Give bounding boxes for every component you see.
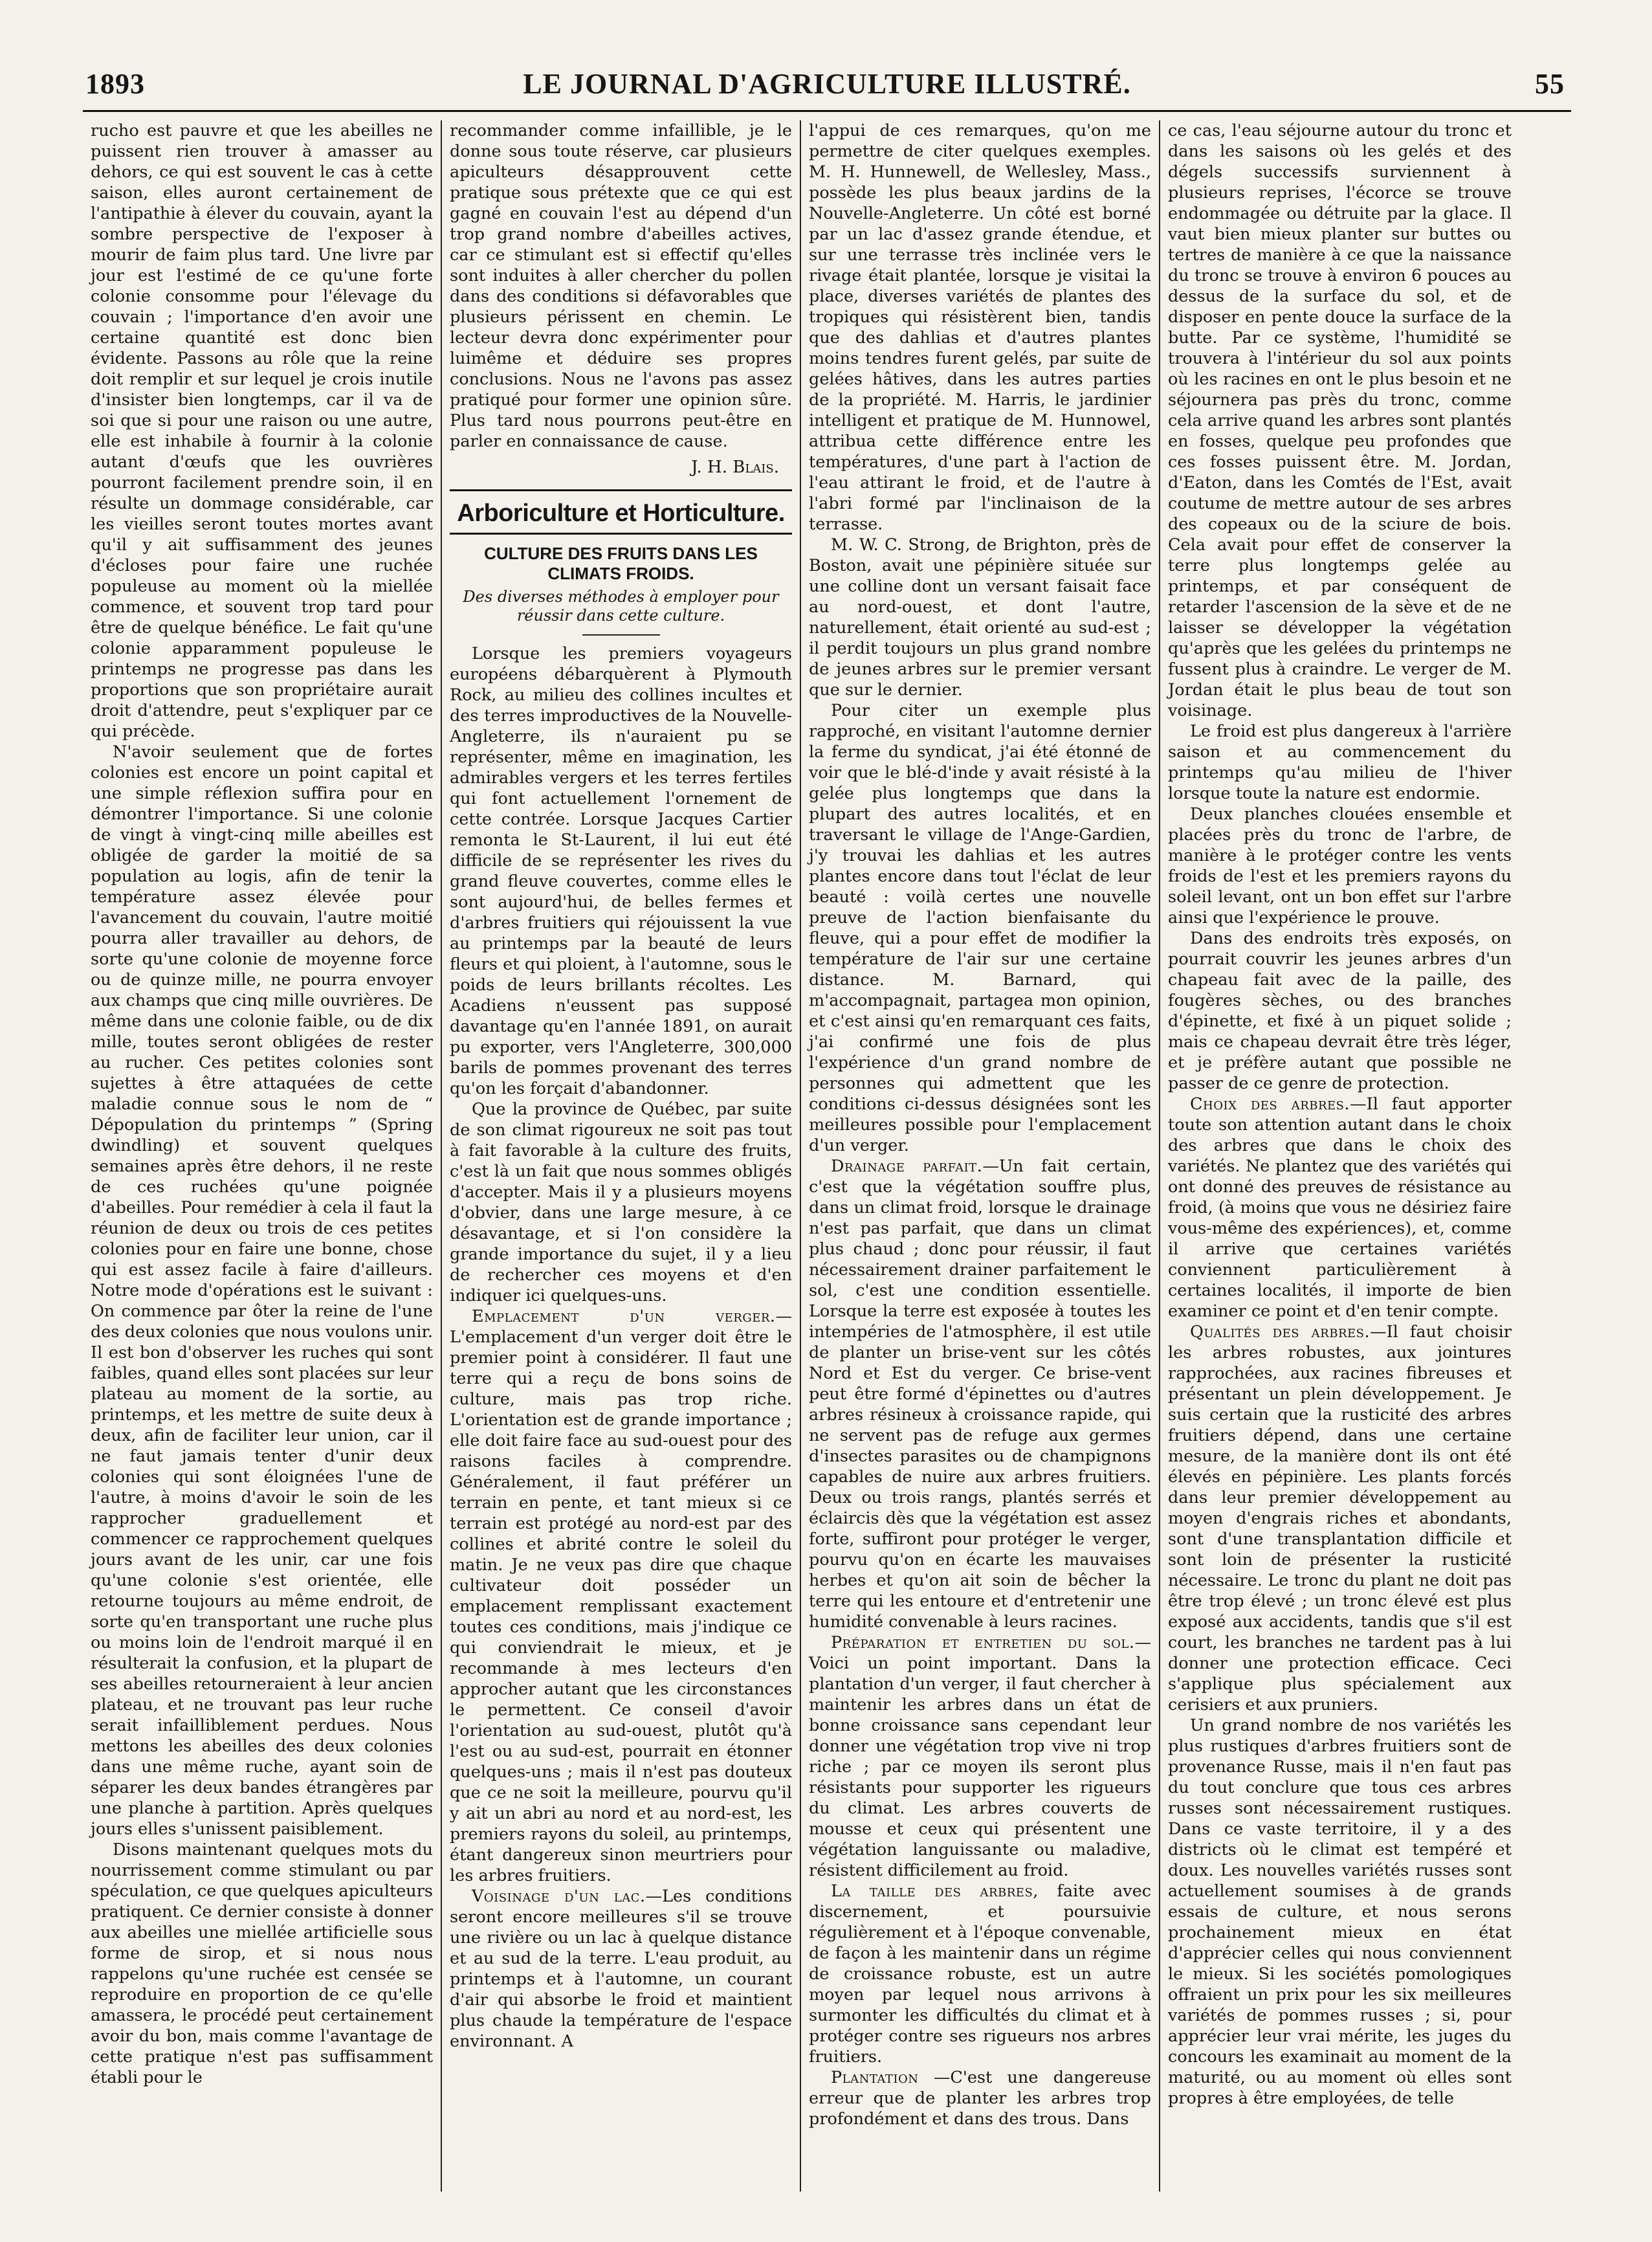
paragraph: Dans des endroits très exposés, on pourrait couvrir les jeunes arbres d'un chapeau fait avec de la paille, des fougères sèches, ou des branches d'épinette, et fixé à un piquet solide ; mais ce chapeau devrait être très léger, et je préfère autant que possible ne passer de ce genre de protection. xyxy=(1168,929,1512,1093)
run-in-heading: Plantation xyxy=(831,2068,919,2087)
run-in-heading: Préparation et entretien du sol. xyxy=(831,1633,1135,1652)
paragraph: l'appui de ces remarques, qu'on me permettre de citer quelques exemples. M. H. Hunnewell, de Wellesley, Mass., possède les plus beaux jardins de la Nouvelle-Angleterre. Un côté est borné par un lac d'assez grande étendue, et sur une terrasse très inclinée vers le rivage était plantée, lorsque je visitai la place, diverses variétés de plantes des tropiques qui résistèrent bien, tandis que des dahlias et d'autres plantes moins tendres furent gelés, par suite de gelées hâtives, dans les autres parties de la propriété. M. Harris, le jardinier intelligent et pratique de M. Hunnowel, attribua cette différence entre les températures, d'une part à l'action de l'eau attirant le froid, et de l'autre à l'abri formé par l'inclinaison de la terrasse. xyxy=(809,121,1151,534)
column-2 xyxy=(442,120,801,2192)
paragraph-body: —Il faut apporter toute son attention autant dans le choix des arbres que dans le choix des variétés. Ne plantez que des variétés qui ont donné des preuves de résistance au froid, (à moins que vous ne désiriez faire vous-même des expériences), et, comme il arrive que certaines variétés conviennent particulièrement à certaines localités, il importe de bien examiner ce point et d'en tenir compte. xyxy=(1168,1094,1512,1321)
paragraph xyxy=(1168,1094,1512,1322)
paragraph-body: —L'emplacement d'un verger doit être le premier point à considérer. Il faut une terre qui a reçu de bons soins de culture, mais pas trop riche. L'orientation est de grande importance ; elle doit faire face au sud-ouest pour des raisons faciles à comprendre. Généralement, il faut préférer un terrain en pente, et tant mieux si ce terrain est protégé au nord-est par des collines et abrité contre le soleil du matin. Je ne veux pas dire que chaque cultivateur doit posséder un emplacement remplissant exactement toutes ces conditions, mais j'indique ce qui conviendrait le mieux, et je recommande à mes lecteurs d'en approcher autant que les circonstances le permettent. Ce conseil d'avoir l'orientation au sud-ouest, plutôt qu'à l'est ou au sud-est, pourrait en étonner quelques-uns ; mais il n'est pas douteux que ce ne soit la meilleure, pourvu qu'il y ait un abri au nord et au nord-est, les premiers rayons du soleil, au printemps, étant dangereux sinon meurtriers pour les arbres fruitiers. xyxy=(450,1307,792,1885)
article-title: CULTURE DES FRUITS DANS LES CLIMATS FROIDS. xyxy=(484,544,758,583)
article-subtitle: Des diverses méthodes à employer pour réussir dans cette culture. xyxy=(463,588,779,625)
paragraph xyxy=(450,1886,792,2052)
paragraph xyxy=(809,2067,1151,2129)
paragraph xyxy=(1168,1322,1512,1715)
run-in-heading: La taille des arbres, xyxy=(831,1881,1039,1901)
paragraph-body: —Voici un point important. Dans la plantation d'un verger, il faut chercher à maintenir les arbres dans un état de bonne croissance sans cependant leur donner une végétation trop vive ni trop riche ; par ce moyen ils seront plus résistants pour supporter les rigueurs du climat. Les arbres couverts de mousse et ceux qui présentent une végétation languissante ou maladive, résistent difficilement au froid. xyxy=(809,1633,1151,1880)
paragraph: recommander comme infaillible, je le donne sous toute réserve, car plusieurs apiculteurs désapprouvent cette pratique sous prétexte que ce qui est gagné en couvain l'est au dépend d'un trop grand nombre d'abeilles actives, car ce stimulant est si effectif qu'elles sont induites à aller chercher du pollen dans des conditions si défavorables que plusieurs périssent en chemin. Le lecteur devra donc expérimenter pour luimême et déduire ses propres conclusions. Nous ne l'avons pas assez pratiqué pour former une opinion sûre. Plus tard nous pourrons peut-être en parler en connaissance de cause. xyxy=(450,121,792,451)
paragraph xyxy=(809,1156,1151,1632)
run-in-heading: Voisinage d'un lac. xyxy=(472,1887,646,1906)
paragraph-body: —Un fait certain, c'est que la végétation souffre plus, dans un climat froid, lorsque le drainage n'est pas parfait, que dans un climat plus chaud ; donc pour réussir, il faut nécessairement drainer parfaitement le sol, c'est une condition essentielle. Lorsque la terre est exposée à toutes les intempéries de l'atmosphère, il est utile de planter un brise-vent sur les côtés Nord et Est du verger. Ce brise-vent peut être formé d'épinettes ou d'autres arbres résineux à croissance rapide, qui ne servent pas de refuge aux germes d'insectes parasites ou de champignons capables de nuire aux arbres fruitiers. Deux ou trois rangs, plantés serrés et éclaircis dès que la végétation est assez forte, suffiront pour protéger le verger, pourvu qu'on en écarte les mauvaises herbes et qu'on ait soin de bêcher la terre qui les entoure et d'entretenir une humidité convenable à leurs racines. xyxy=(809,1157,1152,1632)
paragraph: Pour citer un exemple plus rapproché, en visitant l'automne dernier la ferme du syndicat, j'ai été étonné de voir que le blé-d'inde y avait résisté à la gelée plus longtemps que dans la plupart des autres localités, et en traversant le village de l'Ange-Gardien, j'y trouvai les dahlias et les autres plantes encore dans tout l'éclat de leur beauté : voilà certes une nouvelle preuve de l'action bienfaisante du fleuve, qui a pour effet de modifier la température de l'air sur une certaine distance. M. Barnard, qui m'accompagnait, partagea mon opinion, et c'est ainsi qu'en remarquant ces faits, j'ai confirmé une fois de plus l'expérience d'un grand nombre de personnes qui admettent que les conditions ci-dessus désignées sont les meilleures possible pour l'emplacement d'un verger. xyxy=(809,701,1151,1155)
running-head xyxy=(83,65,1571,112)
paragraph-body: —Il faut choisir les arbres robustes, aux jointures rapprochées, aux racines fibreuses et présentant un plein développement. Je suis certain que la rusticité des arbres fruitiers dépend, dans une certaine mesure, de la manière dont ils ont été élevés en pépinière. Les plants forcés dans leur premier développement au moyen d'engrais riches et abondants, sont d'une transplantation difficile et sont loin de présenter la rusticité nécessaire. Le tronc du plant ne doit pas être trop élevé ; un tronc élevé est plus exposé aux accidents, tandis que s'il est court, les branches ne tardent pas à lui donner une protection efficace. Ceci s'applique plus spécialement aux cerisiers et aux pruniers. xyxy=(1168,1322,1512,1715)
column-3 xyxy=(801,120,1160,2192)
paragraph: Un grand nombre de nos variétés les plus rustiques d'arbres fruitiers sont de provenance Russe, mais il n'en faut pas du tout conclure que tous ces arbres russes sont nécessairement rustiques. Dans ce vaste territoire, il y a des districts où le climat est tempéré et doux. Les nouvelles variétés russes sont actuellement soumises à de grands essais de culture, et nous serons prochainement mieux en état d'apprécier celles qui nous conviennent le mieux. Si les sociétés pomologiques offraient un prix pour les six meilleures variétés de pommes russes ; si, pour apprécier leur vrai mérite, les juges du concours les examinait au moment de la maturité, ou au moment où elles sont propres à être employées, de telle xyxy=(1168,1716,1512,2108)
run-in-heading: Qualités des arbres. xyxy=(1190,1322,1371,1342)
paragraph: Disons maintenant quelques mots du nourrissement comme stimulant ou par spéculation, ce que quelques apiculteurs pratiquent. Ce dernier consiste à donner aux abeilles une miellée artificielle sous forme de sirop, et si nous nous rappelons qu'une ruchée est censée se reproduire en proportion de ce qu'elle amassera, le procédé peut certainement avoir du bon, mais comme l'avantage de cette pratique n'est pas suffisamment établi pour le xyxy=(91,1840,433,2087)
paragraph-body: —Les conditions seront encore meilleures s'il se trouve une rivière ou un lac à quelque distance et au sud de la terre. L'eau produit, au printemps et à l'automne, un courant d'air qui absorbe le froid et maintient plus chaude la température de l'espace environnant. A xyxy=(450,1887,792,2051)
paragraph: N'avoir seulement que de fortes colonies est encore un point capital et une simple réflexion suffira pour en démontrer l'importance. Si une colonie de vingt à vingt-cinq mille abeilles est obligée de garder la moitié de sa population au logis, afin de tenir la température assez élevée pour l'avancement du couvain, l'autre moitié pourra aller travailler au dehors, de sorte qu'une colonie de moyenne force ou de quinze mille, ne pourra envoyer aux champs que cinq mille ouvrières. De même dans une colonie faible, ou de dix mille, toutes seront obligées de rester au rucher. Ces petites colonies sont sujettes à être attaquées de cette maladie connue sous le nom de “ Dépopulation du printemps ” (Spring dwindling) et souvent quelques semaines après être dehors, il ne reste de ces ruchées qu'une poignée d'abeilles. Pour remédier à cela il faut la réunion de deux ou trois de ces petites colonies pour en faire une bonne, chose qui est assez facile à faire d'ailleurs. Notre mode d'opérations est le suivant : On commence par ôter la reine de l'une des deux colonies que nous voulons unir. Il est bon d'observer les ruches qui sont faibles, quand elles sont placées sur leur plateau au moment de la sortie, au printemps, et les mettre de suite deux à deux, afin de faciliter leur union, car il ne faut jamais tenter d'unir deux colonies qui sont éloignées l'une de l'autre, à moins d'avoir le soin de les rapprocher graduellement et commencer ce rapprochement quelques jours avant de les unir, car une fois qu'une colonie s'est orientée, elle retourne toujours au même endroit, de sorte qu'en transportant une ruche plus ou moins loin de l'endroit marqué il en résulterait la confusion, et la plupart de ses abeilles retourneraient à leur ancien plateau, et ne trouvant pas leur ruche serait infailliblement perdues. Nous mettons les abeilles des deux colonies dans une même ruche, ayant soin de séparer les deux bandes étrangères par une planche à partition. Après quelques jours elles s'unissent paisiblement. xyxy=(91,742,433,1839)
header-page-number: 55 xyxy=(1535,68,1565,100)
section-heading: Arboriculture et Horticulture. xyxy=(450,489,792,535)
run-in-heading: Drainage parfait. xyxy=(831,1157,983,1176)
paragraph-body: —C'est une dangereuse erreur que de planter les arbres trop profondément et dans des trous. Dans xyxy=(809,2068,1151,2129)
run-in-heading: Choix des arbres. xyxy=(1190,1094,1350,1114)
paragraph: rucho est pauvre et que les abeilles ne puissent rien trouver à amasser au dehors, ce qui est souvent le cas à cette saison, elles auront certainement de l'antipathie à élever du couvain, ayant la sombre perspective de l'exposer à mourir de faim plus tard. Une livre par jour est l'estimé de ce qu'une forte colonie consomme pour l'élevage du couvain ; l'importance d'en avoir une certaine quantité est donc bien évidente. Passons au rôle que la reine doit remplir et sur lequel je crois inutile d'insister bien longtemps, car il va de soi que si pour une raison ou une autre, elle est inhabile à fournir à la colonie autant d'œufs que les ouvrières pourront facilement prendre soin, il en résulte un dommage considérable, car les vieilles seront toutes mortes avant qu'il y ait suffisamment des jeunes d'écloses pour faire une ruchée populeuse au moment où la miellée commence, et souvent trop tard pour être de quelque bénéfice. Le fait qu'une colonie apparamment populeuse le printemps ne progresse pas dans les proportions que son propriétaire aurait droit d'attendre, peut s'expliquer par ce qui précède. xyxy=(91,121,433,741)
column-4 xyxy=(1160,120,1519,2192)
paragraph: Lorsque les premiers voyageurs européens débarquèrent à Plymouth Rock, au milieu des collines incultes et des terres improductives de la Nouvelle-Angleterre, ils n'auraient pu se représenter, même en imagination, les admirables vergers et les terres fertiles qui font actuellement l'ornement de cette contrée. Lorsque Jacques Cartier remonta le St-Laurent, il lui eut été difficile de se représenter les rives du grand fleuve couvertes, comme elles le sont aujourd'hui, de belles fermes et d'arbres fruitiers qui réjouissent la vue au printemps par la beauté de leurs fleurs et qui ploient, à l'automne, sous le poids de leurs brillants récoltes. Les Acadiens n'eussent pas supposé davantage qu'en l'année 1891, on aurait pu exporter, vers l'Angleterre, 300,000 barils de pommes provenant des terres qu'on les forçait d'abandonner. xyxy=(450,644,792,1098)
paragraph: Le froid est plus dangereux à l'arrière saison et au commencement du printemps qu'au milieu de l'hiver lorsque toute la nature est endormie. xyxy=(1168,722,1512,803)
paragraph: M. W. C. Strong, de Brighton, près de Boston, avait une pépinière située sur une colline dont un versant faisait face au nord-ouest, et dont l'autre, naturellement, était orienté au sud-est ; il perdit toujours un plus grand nombre de jeunes arbres sur le premier versant que sur le dernier. xyxy=(809,535,1151,700)
paragraph: Deux planches clouées ensemble et placées près du tronc de l'arbre, de manière à le protéger contre les vents froids de l'est et les premiers rayons du soleil levant, ont un bon effet sur l'arbre ainsi que l'expérience le prouve. xyxy=(1168,805,1512,927)
article-signature: J. H. Blais. xyxy=(691,458,779,477)
text-columns xyxy=(83,120,1571,2192)
header-title: LE JOURNAL D'AGRICULTURE ILLUSTRÉ. xyxy=(523,68,1131,100)
paragraph xyxy=(809,1632,1151,1881)
newspaper-page xyxy=(83,65,1571,2201)
column-1 xyxy=(83,120,442,2192)
run-in-heading: Emplacement d'un verger. xyxy=(472,1307,776,1326)
paragraph-body: faite avec discernement, et poursuivie régulièrement et à l'époque convenable, de façon à les maintenir dans un régime de croissance robuste, est un autre moyen par lequel nous arrivons à surmonter les difficultés du climat et à protéger contre ses rigueurs nos arbres fruitiers. xyxy=(809,1881,1151,2067)
paragraph xyxy=(450,1306,792,1886)
divider xyxy=(582,634,660,636)
paragraph: Que la province de Québec, par suite de son climat rigoureux ne soit pas tout à fait favorable à la culture des fruits, c'est là un fait que nous sommes obligés d'accepter. Mais il y a plusieurs moyens d'obvier, dans une large mesure, à ce désavantage, et si l'on considère la grande importance du sujet, il y a lieu de rechercher ces moyens et d'en indiquer ici quelques-uns. xyxy=(450,1100,792,1305)
paragraph xyxy=(809,1881,1151,2067)
header-year: 1893 xyxy=(85,68,145,100)
paragraph: ce cas, l'eau séjourne autour du tronc et dans les saisons où les gelés et des dégels successifs surviennent à plusieurs reprises, l'écorce se trouve endommagée ou détruite par la glace. Il vaut bien mieux planter sur buttes ou tertres de manière à ce que la naissance du tronc se trouve à environ 6 pouces au dessus de la surface du sol, et de disposer en pente douce la surface de la butte. Par ce système, l'humidité se trouvera à l'intérieur du sol aux points où les racines en ont le plus besoin et ne séjournera pas près du tronc, comme cela arrive quand les arbres sont plantés en fosses, quelque peu profondes que ces fosses puissent être. M. Jordan, d'Eaton, dans les Comtés de l'Est, avait coutume de mettre autour de ses arbres des copeaux ou de la sciure de bois. Cela avait pour effet de conserver la terre plus longtemps gelée au printemps, et par conséquent de retarder l'ascension de la sève et de ne laisser se développer la végétation qu'après que les gelées du printemps ne fussent plus à craindre. Le verger de M. Jordan était le plus beau de tout son voisinage. xyxy=(1168,121,1512,720)
